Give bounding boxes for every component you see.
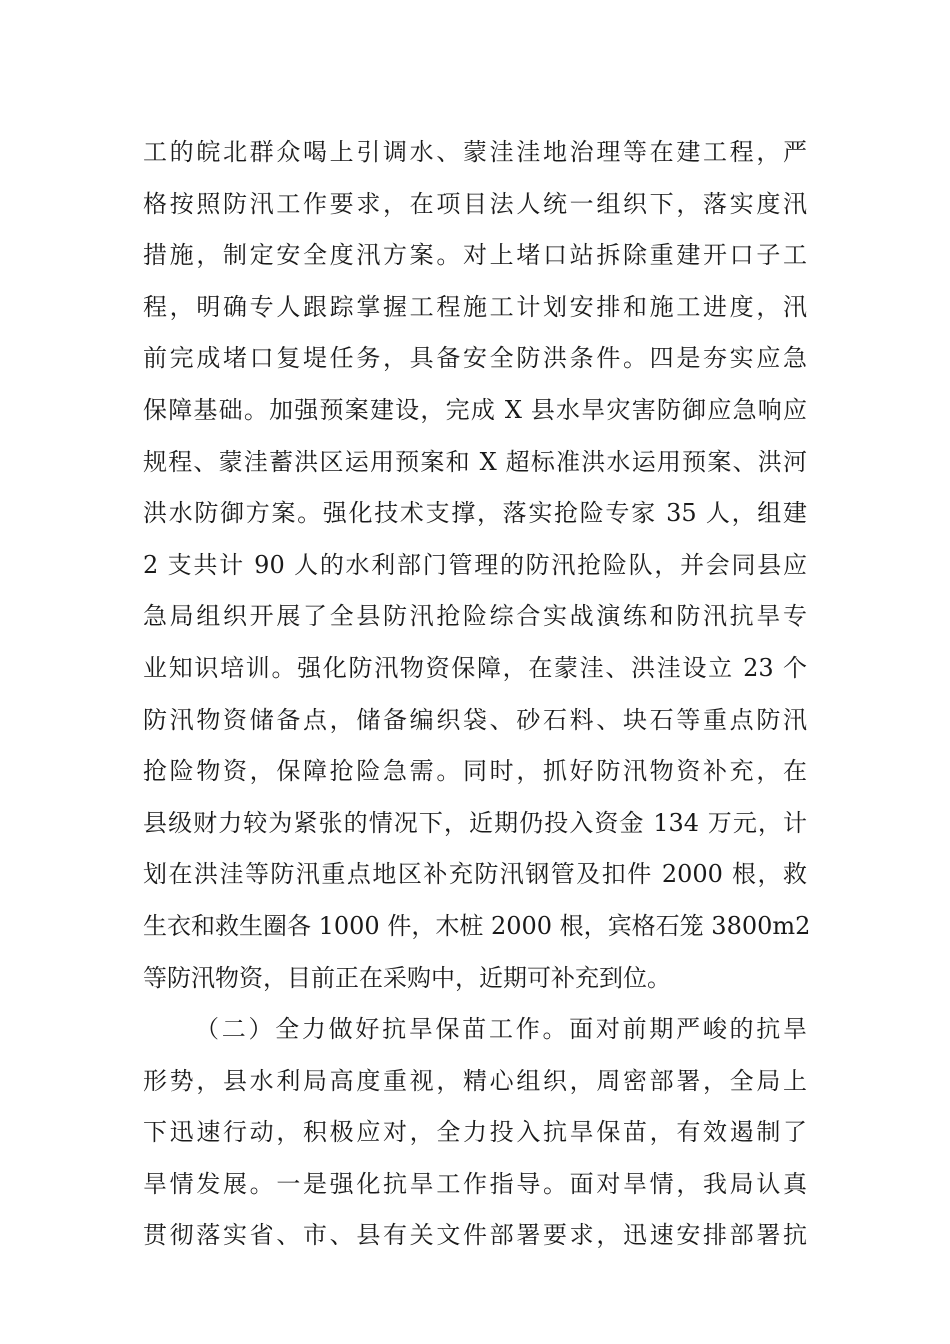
- text-line: 保障基础。加强预案建设，完成 X 县水旱灾害防御应急响应: [143, 395, 807, 424]
- text-line: 贯彻落实省、市、县有关文件部署要求，迅速安排部署抗: [143, 1221, 807, 1250]
- text-line: 格按照防汛工作要求，在项目法人统一组织下，落实度汛: [143, 189, 807, 218]
- text-line: 业知识培训。强化防汛物资保障，在蒙洼、洪洼设立 23 个: [143, 653, 807, 682]
- text-line: 生衣和救生圈各 1000 件，木桩 2000 根，宾格石笼 3800m2: [143, 911, 811, 940]
- body-text: [143, 127, 811, 1262]
- text-line: 工的皖北群众喝上引调水、蒙洼洼地治理等在建工程，严: [143, 138, 807, 166]
- paragraph-start-line: （二）全力做好抗旱保苗工作。面对前期严峻的抗旱: [195, 1015, 807, 1044]
- text-line: 形势，县水利局高度重视，精心组织，周密部署，全局上: [143, 1066, 807, 1095]
- text-line: 措施，制定安全度汛方案。对上堵口站拆除重建开口子工: [143, 241, 807, 270]
- paragraph-end-line: 等防汛物资，目前正在采购中，近期可补充到位。: [143, 963, 671, 992]
- text-line: 下迅速行动，积极应对，全力投入抗旱保苗，有效遏制了: [143, 1118, 807, 1147]
- text-line: 旱情发展。一是强化抗旱工作指导。面对旱情，我局认真: [143, 1169, 807, 1198]
- text-line: 防汛物资储备点，储备编织袋、砂石料、块石等重点防汛: [143, 705, 807, 734]
- text-line: 程，明确专人跟踪掌握工程施工计划安排和施工进度，汛: [143, 292, 807, 321]
- text-line: 前完成堵口复堤任务，具备安全防洪条件。四是夯实应急: [143, 344, 807, 373]
- text-line: 抢险物资，保障抢险急需。同时，抓好防汛物资补充，在: [143, 757, 807, 786]
- text-line: 急局组织开展了全县防汛抢险综合实战演练和防汛抗旱专: [143, 602, 807, 631]
- text-line: 划在洪洼等防汛重点地区补充防汛钢管及扣件 2000 根，救: [143, 860, 807, 889]
- text-line: 县级财力较为紧张的情况下，近期仍投入资金 134 万元，计: [143, 808, 807, 837]
- text-line: 洪水防御方案。强化技术支撑，落实抢险专家 35 人，组建: [143, 499, 807, 528]
- text-line: 规程、蒙洼蓄洪区运用预案和 X 超标准洪水运用预案、洪河: [143, 447, 807, 476]
- text-line: 2 支共计 90 人的水利部门管理的防汛抢险队，并会同县应: [143, 550, 807, 579]
